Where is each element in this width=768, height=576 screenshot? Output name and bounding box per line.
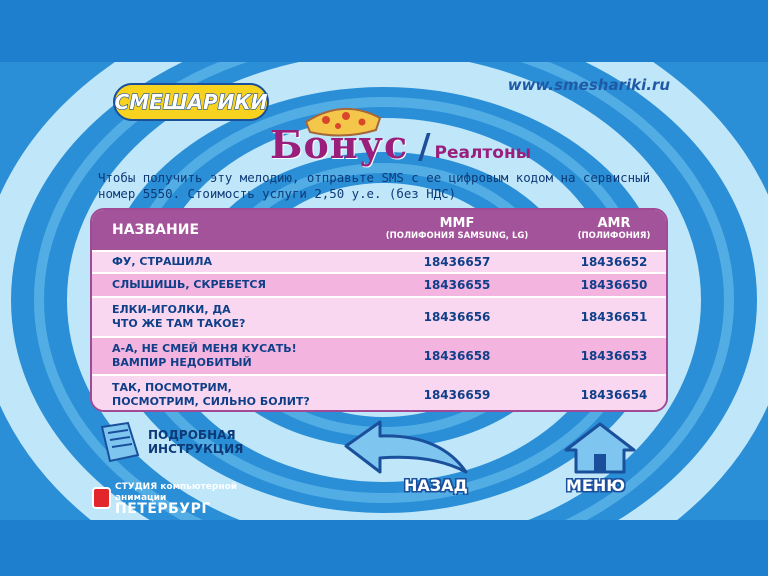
table-header (92, 210, 666, 250)
ringtone-name: ЕЛКИ-ИГОЛКИ, ДА ЧТО ЖЕ ТАМ ТАКОЕ? (112, 303, 246, 330)
ringtone-name: А-А, НЕ СМЕЙ МЕНЯ КУСАТЬ! ВАМПИР НЕДОБИТЫЙ (112, 342, 297, 369)
publisher-line2: ПЕТЕРБУРГ (114, 500, 211, 517)
publisher-line1: СТУДИЯ компьютерной анимации (114, 481, 238, 503)
amr-code: 18436651 (580, 310, 648, 324)
table-row[interactable] (92, 374, 666, 412)
amr-code: 18436653 (580, 349, 648, 363)
smeshariki-logo (112, 80, 270, 124)
menu-button[interactable]: МЕНЮ (566, 476, 626, 495)
mmf-sublabel: (ПОЛИФОНИЯ SAMSUNG, LG) (385, 231, 529, 241)
column-header-amr (562, 217, 666, 243)
mmf-code: 18436658 (423, 349, 491, 363)
mmf-code: 18436659 (423, 388, 491, 402)
ringtone-name: СЛЫШИШЬ, СКРЕБЕТСЯ (112, 278, 266, 291)
mmf-code: 18436656 (423, 310, 491, 324)
ringtone-table (90, 208, 668, 412)
amr-code: 18436652 (580, 255, 648, 269)
title-realtones: Реалтоны (434, 143, 532, 163)
amr-code: 18436650 (580, 278, 648, 292)
logo-text: СМЕШАРИКИ (114, 90, 268, 114)
mmf-label: MMF (439, 216, 475, 231)
document-icon (98, 421, 142, 463)
studio-logo-icon (92, 487, 111, 509)
table-row[interactable] (92, 250, 666, 272)
amr-sublabel: (ПОЛИФОНИЯ) (577, 231, 651, 241)
ringtone-name: ТАК, ПОСМОТРИМ, ПОСМОТРИМ, СИЛЬНО БОЛИТ? (112, 381, 310, 408)
back-button[interactable]: НАЗАД (404, 476, 468, 495)
title-bonus: Бонус (270, 122, 409, 167)
amr-code: 18436654 (580, 388, 648, 402)
publisher-logo (92, 481, 262, 517)
site-url[interactable]: www.smeshariki.ru (507, 76, 670, 94)
instructions-label-line1: ПОДРОБНАЯ (148, 428, 236, 442)
publisher-text (115, 482, 262, 515)
table-row[interactable] (92, 272, 666, 296)
title-separator: / (418, 127, 431, 167)
table-row[interactable] (92, 336, 666, 374)
detailed-instructions-button[interactable] (98, 418, 258, 466)
table-row[interactable] (92, 296, 666, 336)
page-title (270, 122, 531, 167)
ringtone-name: ФУ, СТРАШИЛА (112, 255, 212, 268)
instructions-label-line2: ИНСТРУКЦИЯ (148, 442, 244, 456)
instructions-label (148, 428, 243, 456)
column-header-mmf (352, 217, 562, 243)
column-header-name: НАЗВАНИЕ (112, 222, 200, 238)
amr-label: AMR (597, 216, 631, 231)
mmf-code: 18436655 (423, 278, 491, 292)
sms-instructions: Чтобы получить эту мелодию, отправьте SMS с ее цифровым кодом на сервисный номер 5550. Стоимость услуги 2,50 у.е. (без НДС) (98, 170, 651, 201)
mmf-code: 18436657 (423, 255, 491, 269)
